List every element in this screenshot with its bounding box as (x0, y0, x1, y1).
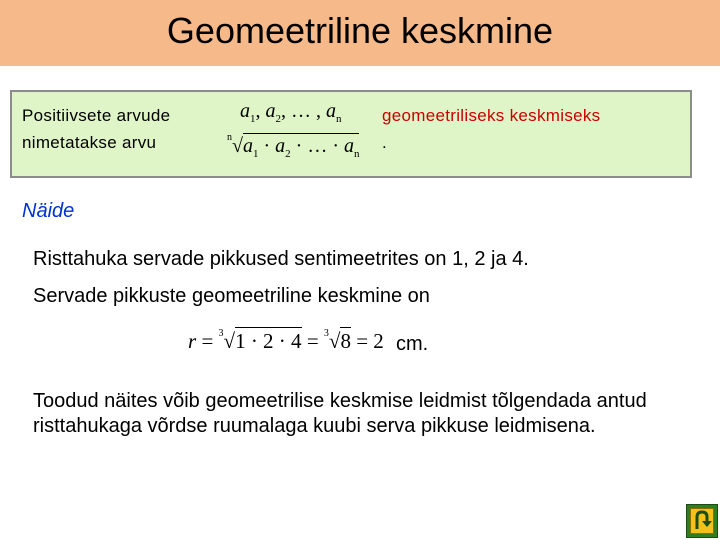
slide-title: Geomeetriline keskmine (166, 10, 554, 51)
example-unit: cm. (396, 333, 429, 355)
definition-term: geomeetriliseks keskmiseks (382, 106, 601, 125)
example-sentence-2: Servade pikkuste geomeetriline keskmine on (33, 285, 430, 307)
definition-line-2: nimetatakse arvu (22, 133, 157, 152)
example-sentence-1: Risttahuka servade pikkused sentimeetrites on 1, 2 ja 4. (33, 248, 529, 270)
example-paragraph: Toodud näites võib geomeetrilise keskmise leidmist tõlgendada antud risttahukaga võrdse ruumalaga kuubi serva pikkuse leidmisena. (33, 390, 647, 437)
definition-text (22, 102, 170, 156)
u-turn-back-icon (690, 508, 714, 534)
back-nav-button[interactable] (686, 504, 718, 538)
title-bar (0, 0, 720, 66)
root-formula: $^n√a_1 \cdot a_2$ · … · $a_n$ (227, 132, 360, 160)
example-label: Näide (22, 200, 75, 222)
definition-period: . (382, 133, 387, 152)
definition-line-1: Positiivsete arvude (22, 106, 171, 125)
example-equation: r = $^3$√1 · 2 · 4 = $^3$√8 = 2 (188, 328, 384, 353)
sequence-formula: $a_1$, $a_2$, … , $a_n$ (240, 100, 342, 125)
definition-box (10, 90, 692, 178)
